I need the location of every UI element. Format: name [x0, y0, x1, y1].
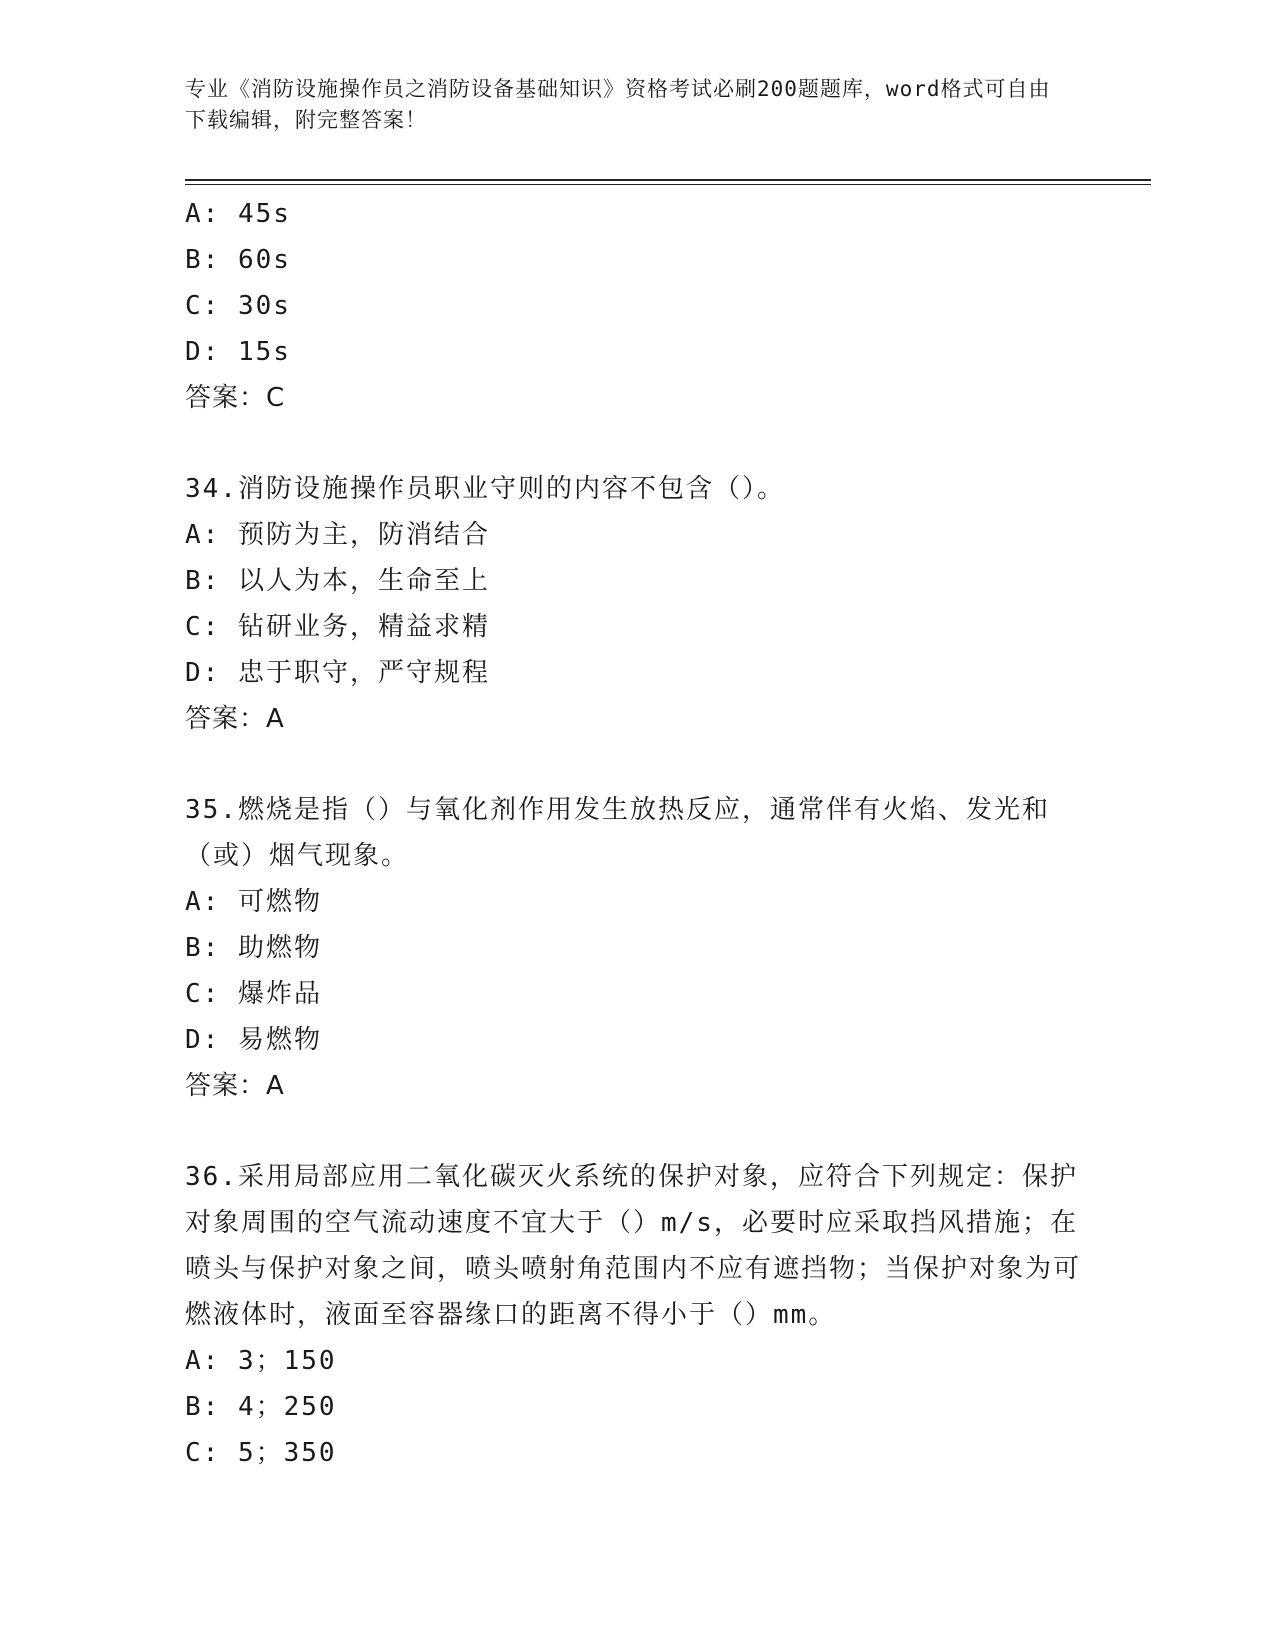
option-d: D: 忠于职守，严守规程 — [185, 658, 490, 688]
option-c: C: 5；350 — [185, 1438, 337, 1468]
option-a: A: 预防为主，防消结合 — [185, 520, 490, 550]
question-stem: 35.燃烧是指（）与氧化剂作用发生放热反应，通常伴有火焰、发光和（或）烟气现象。 — [185, 795, 1050, 871]
option-b: B: 助燃物 — [185, 933, 322, 963]
question-stem: 34.消防设施操作员职业守则的内容不包含（）。 — [185, 474, 785, 504]
answer-line: 答案：A — [185, 1071, 285, 1101]
option-a: A: 3；150 — [185, 1346, 337, 1376]
question-continued — [185, 191, 1085, 421]
option-d: D: 15s — [185, 337, 291, 367]
option-b: B: 以人为本，生命至上 — [185, 566, 490, 596]
option-b: B: 4；250 — [185, 1392, 337, 1422]
option-b: B: 60s — [185, 245, 291, 275]
header-rule-thick — [185, 179, 1151, 181]
question-stem: 36.采用局部应用二氧化碳灭火系统的保护对象，应符合下列规定：保护对象周围的空气流动速度不宜大于（）m/s，必要时应采取挡风措施；在喷头与保护对象之间，喷头喷射角范围内不应有遮挡物；当保护对象为可燃液体时，液面至容器缘口的距离不得小于（）mm。 — [185, 1162, 1082, 1330]
header-rule-thin — [185, 184, 1151, 185]
option-d: D: 易燃物 — [185, 1025, 322, 1055]
option-c: C: 钻研业务，精益求精 — [185, 612, 490, 642]
answer-line: 答案：C — [185, 383, 286, 413]
question-list — [185, 191, 1085, 1476]
document-header-title: 专业《消防设施操作员之消防设备基础知识》资格考试必刷200题题库，word格式可自由下载编辑，附完整答案！ — [185, 77, 1051, 132]
question-34 — [185, 466, 1085, 742]
option-a: A: 可燃物 — [185, 887, 322, 917]
answer-line: 答案：A — [185, 704, 285, 734]
option-c: C: 爆炸品 — [185, 979, 322, 1009]
option-c: C: 30s — [185, 291, 291, 321]
question-35 — [185, 787, 1085, 1109]
question-36 — [185, 1154, 1085, 1476]
option-a: A: 45s — [185, 199, 291, 229]
